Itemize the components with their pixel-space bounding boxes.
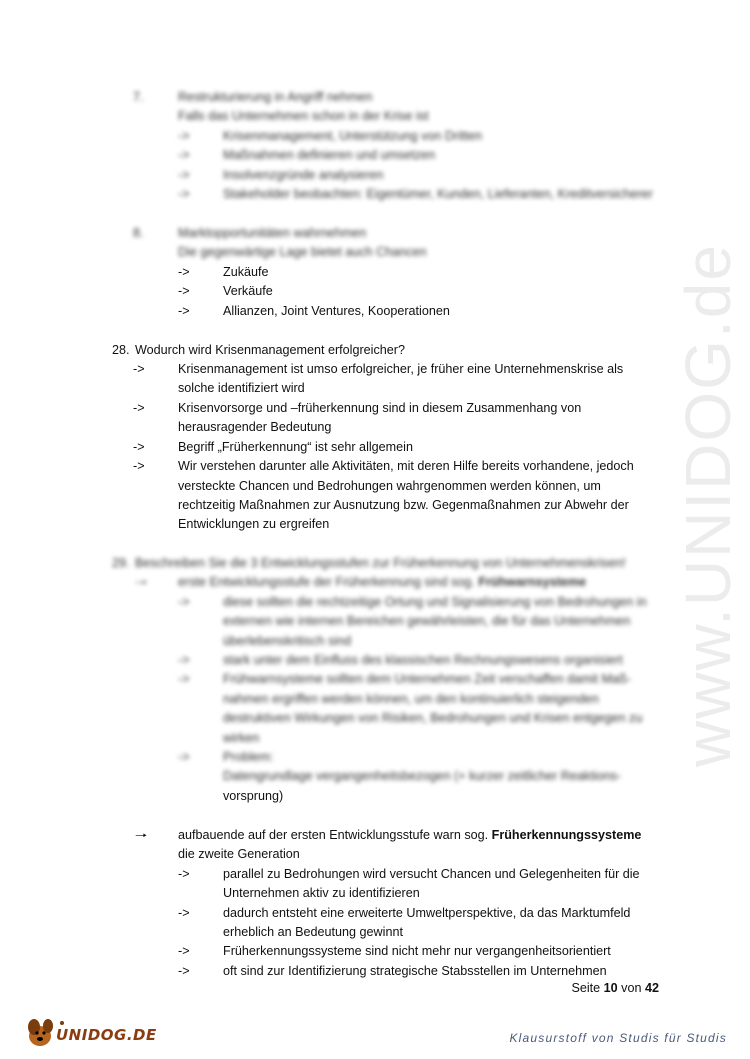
q29-first-line: wirken <box>223 731 260 745</box>
q29-second-line: oft sind zur Identifizierung strategische Stabsstellen im Unternehmen <box>223 964 607 978</box>
section7-item: Stakeholder beobachten: Eigentümer, Kunden, Lieferanten, Kreditversicherer <box>223 187 653 201</box>
q29-first-line: stark unter dem Einfluss des klassischen Rechnungswesens organisiert <box>223 653 623 667</box>
arrow: -> <box>178 964 190 978</box>
q28-line: Wir verstehen darunter alle Aktivitäten, mit deren Hilfe bereits vorhandene, jedoch <box>178 459 634 473</box>
q29-first-line: vorsprung) <box>223 789 284 803</box>
q29-first-intro: erste Entwicklungsstufe der Früherkennung sind sog. Frühwarnsysteme <box>178 575 587 589</box>
q29-first-line: Frühwarnsysteme sollten dem Unternehmen Zeit verschaffen damit Maß- <box>223 672 631 686</box>
q29-first-line: überlebenskritisch sind <box>223 634 352 648</box>
q28-line: solche identifiziert wird <box>178 381 305 395</box>
arrow: -> <box>178 653 190 667</box>
section8-subtitle: Die gegenwärtige Lage bietet auch Chancen <box>178 245 427 259</box>
q29-question: Beschreiben Sie die 3 Entwicklungsstufen zur Früherkennung von Unternehmenskrisen! <box>135 556 626 570</box>
section8-item: Zukäufe <box>223 265 269 279</box>
q29-second-line: Unternehmen aktiv zu identifizieren <box>223 886 420 900</box>
arrow: -> <box>178 148 190 162</box>
section7-subtitle: Falls das Unternehmen schon in der Krise ist <box>178 109 429 123</box>
q29-first-line: diese sollten die rechtzeitige Ortung und Signalisierung von Bedrohungen in <box>223 595 647 609</box>
arrow: -> <box>178 129 190 143</box>
arrow: -> <box>178 187 190 201</box>
arrow: -> <box>178 672 190 686</box>
section7-item: Insolvenzgründe analysieren <box>223 168 384 182</box>
q29-first-line: destruktiven Wirkungen von Risiken, Bedrohungen und Krisen entgegen zu <box>223 711 643 725</box>
section8-number: 8. <box>133 226 144 240</box>
q28-line: versteckte Chancen und Bedrohungen wahrgenommen werden können, um <box>178 479 601 493</box>
q28-line: rechtzeitig Maßnahmen zur Ausnutzung bzw. Gegenmaßnahmen zur Abwehr der <box>178 498 629 512</box>
section7-item: Krisenmanagement, Unterstützung von Dritten <box>223 129 483 143</box>
section7-title: Restrukturierung in Angriff nehmen <box>178 90 373 104</box>
section8-item: Allianzen, Joint Ventures, Kooperationen <box>223 304 450 318</box>
q28-line: Entwicklungen zu ergreifen <box>178 517 330 531</box>
arrow: -> <box>178 906 190 920</box>
section7-item: Maßnahmen definieren und umsetzen <box>223 148 436 162</box>
arrow: -> <box>178 304 190 318</box>
right-arrow-icon: 🠒 <box>135 827 148 843</box>
arrow: -> <box>178 265 190 279</box>
section8-title: Marktopportunitäten wahrnehmen <box>178 226 367 240</box>
arrow: -> <box>178 750 190 764</box>
q29-first-line: Problem: <box>223 750 274 764</box>
section8-item: Verkäufe <box>223 284 273 298</box>
footer-tagline: Klausurstoff von Studis für Studis <box>509 1031 727 1045</box>
arrow: -> <box>178 168 190 182</box>
q29-number: 29. <box>112 556 130 570</box>
q29-second-line: Früherkennungssysteme sind nicht mehr nur vergangenheitsorientiert <box>223 944 611 958</box>
arrow: -> <box>178 284 190 298</box>
q28-line: Krisenmanagement ist umso erfolgreicher, je früher eine Unternehmenskrise als <box>178 362 624 376</box>
q29-first-line: nahmen ergriffen werden können, um den kontinuierlich steigenden <box>223 692 599 706</box>
q29-first-line: Datengrundlage vergangenheitsbezogen (+ kurzer zeitlicher Reaktions- <box>223 769 621 783</box>
logo-text: UNIDOG.DE <box>56 1026 157 1044</box>
q29-second-line: erheblich an Bedeutung gewinnt <box>223 925 403 939</box>
right-arrow-icon: 🠒 <box>135 574 148 590</box>
section7-number: 7. <box>133 90 144 104</box>
arrow: -> <box>178 867 190 881</box>
watermark: www.UNIDOG.de <box>672 243 744 767</box>
arrow: -> <box>133 362 145 376</box>
q28-line: Begriff „Früherkennung“ ist sehr allgemein <box>178 440 413 454</box>
arrow: -> <box>178 595 190 609</box>
q28-line: Krisenvorsorge und –früherkennung sind in diesem Zusammenhang von <box>178 401 582 415</box>
page-number: Seite 10 von 42 <box>571 981 659 995</box>
q29-second-sub: die zweite Generation <box>178 847 300 861</box>
q29-second-intro: aufbauende auf der ersten Entwicklungsstufe warn sog. Früherkennungssysteme <box>178 828 642 842</box>
arrow: -> <box>133 459 145 473</box>
arrow: -> <box>178 944 190 958</box>
arrow: -> <box>133 440 145 454</box>
q29-first-line: externen wie internen Bereichen gewährleisten, die für das Unternehmen <box>223 614 631 628</box>
q29-second-line: dadurch entsteht eine erweiterte Umweltperspektive, da das Marktumfeld <box>223 906 631 920</box>
arrow: -> <box>133 401 145 415</box>
q28-number: 28. <box>112 343 130 357</box>
q28-question: Wodurch wird Krisenmanagement erfolgreicher? <box>135 343 405 357</box>
q28-line: herausragender Bedeutung <box>178 420 332 434</box>
q29-second-line: parallel zu Bedrohungen wird versucht Chancen und Gelegenheiten für die <box>223 867 640 881</box>
